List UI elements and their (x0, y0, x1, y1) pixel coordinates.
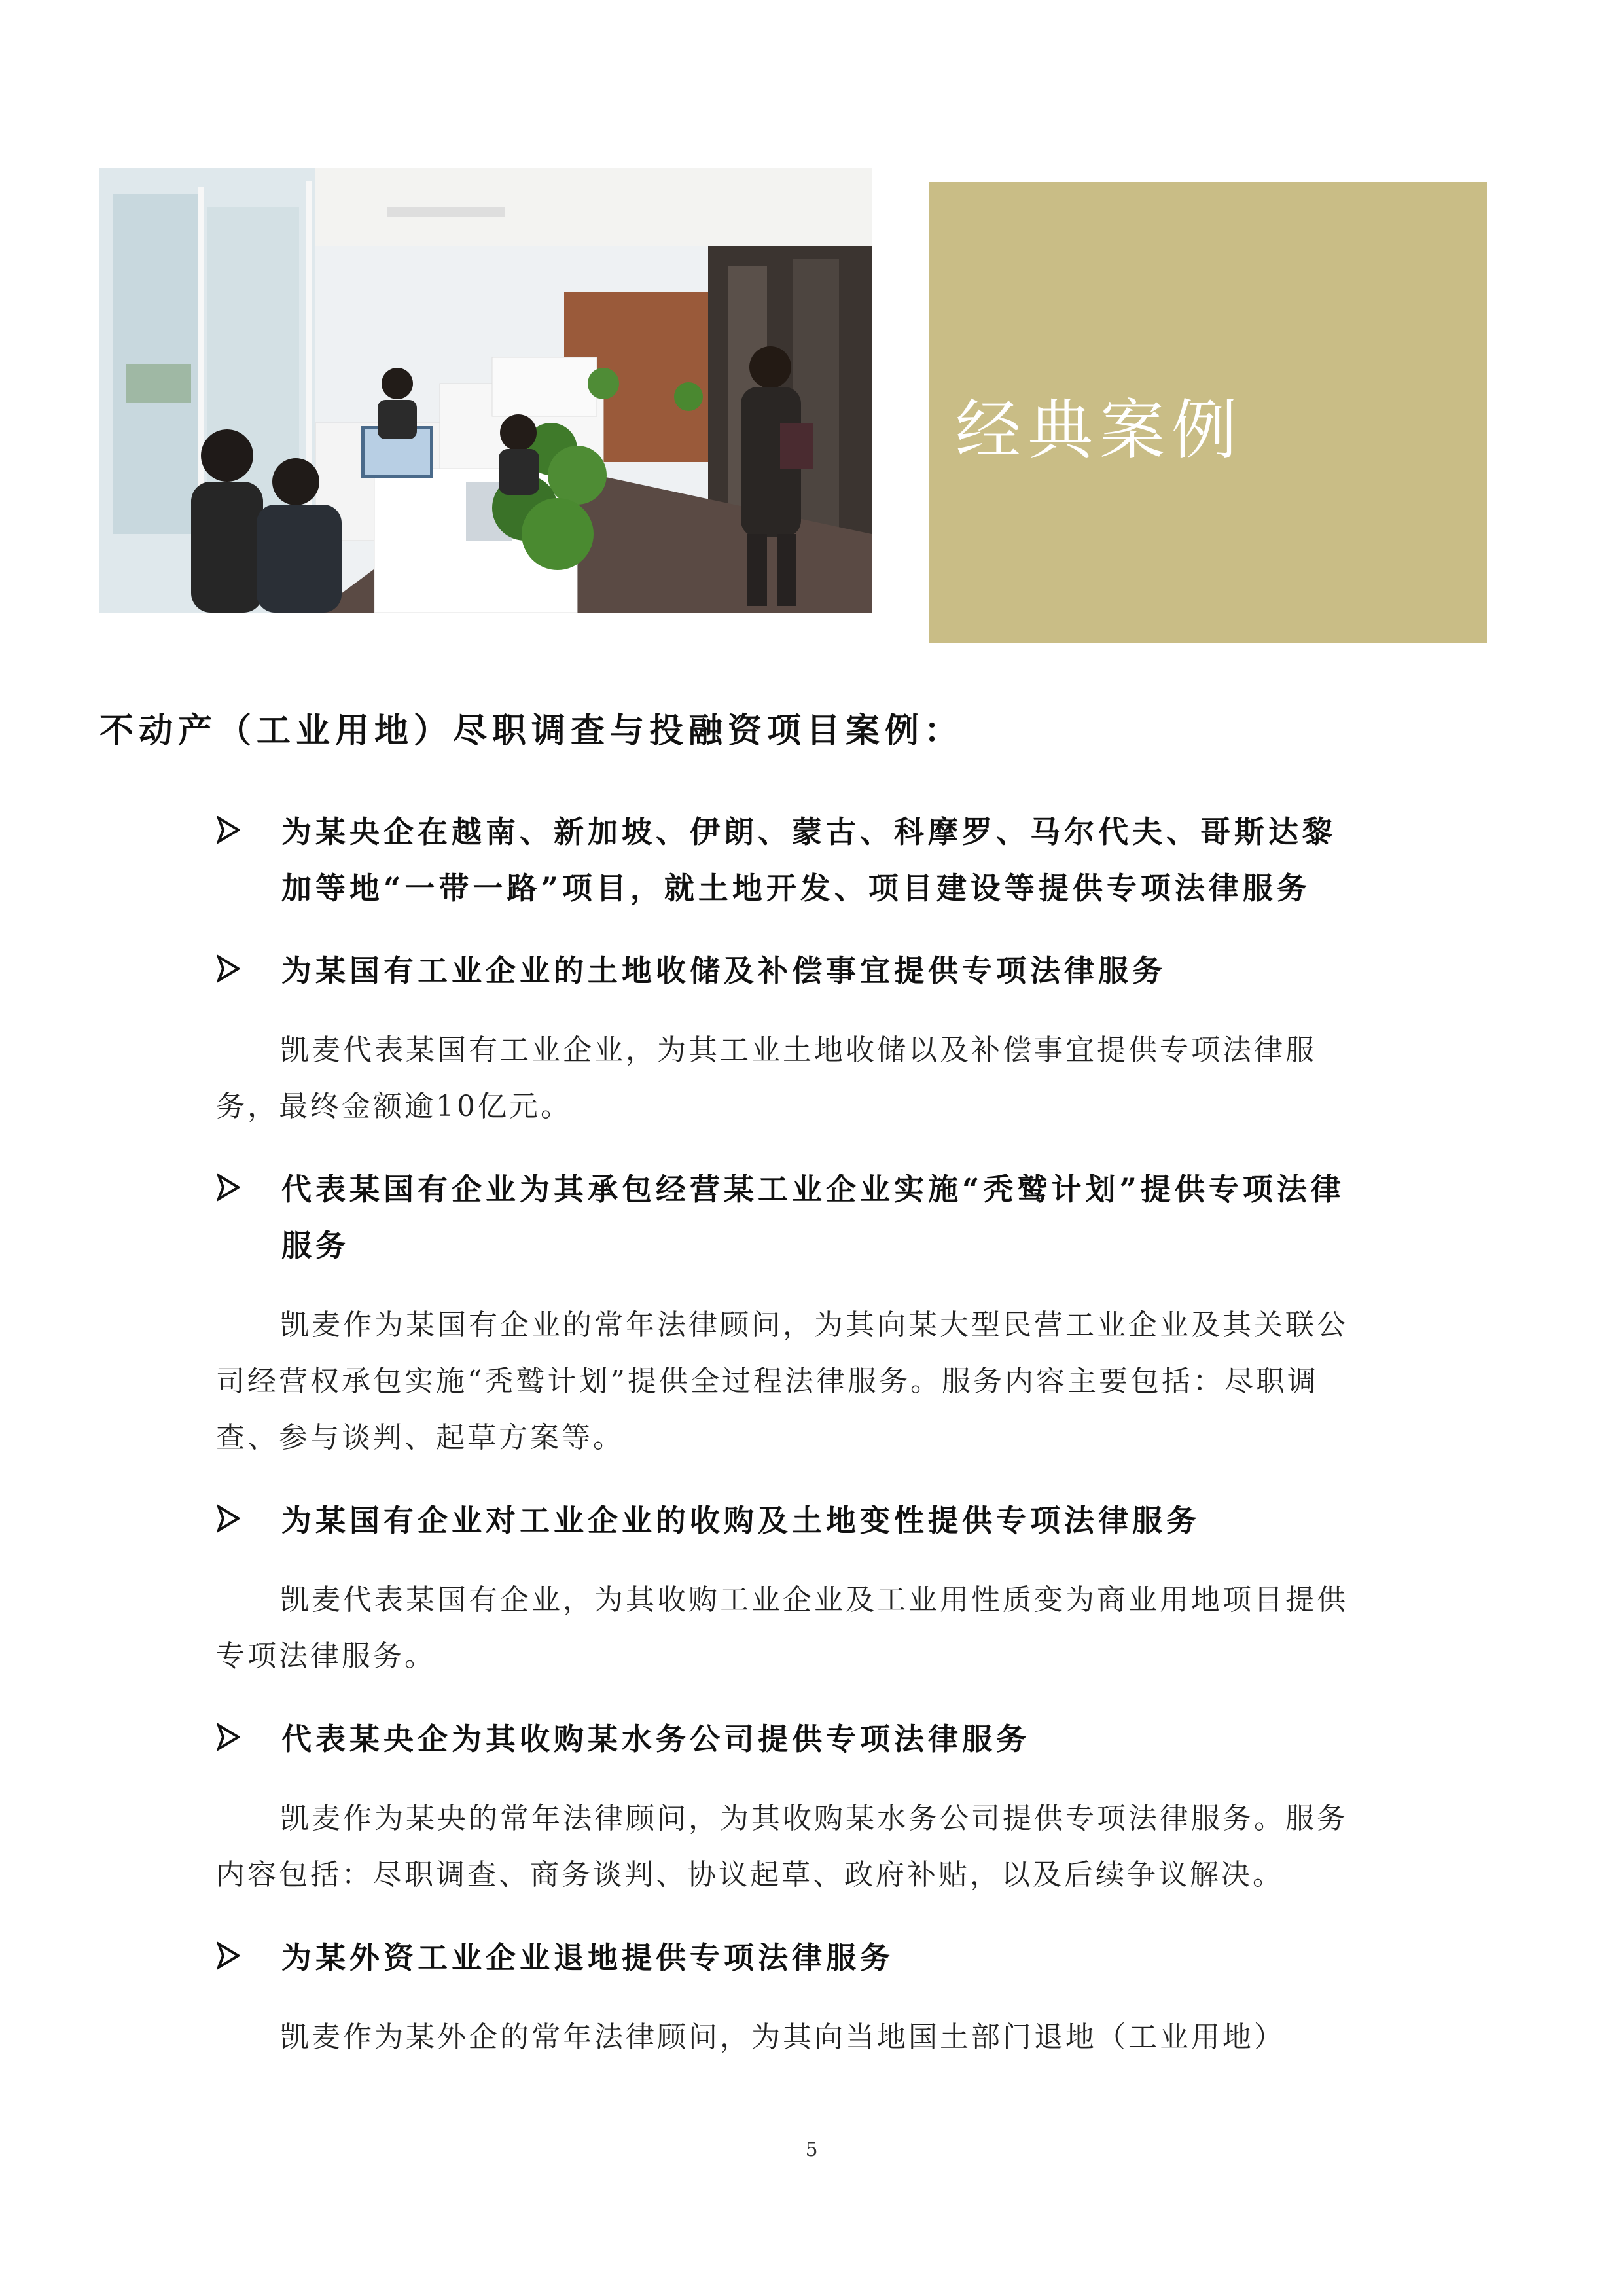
section-heading: 不动产（工业用地）尽职调查与投融资项目案例： (99, 711, 964, 751)
case-description: 凯麦代表某国有企业，为其收购工业企业及工业用性质变为商业用地项目提供专项法律服务。 (216, 1583, 1348, 1673)
case-list (216, 804, 1355, 2066)
case-title-text: 为某国有企业对工业企业的收购及土地变性提供专项法律服务 (281, 1503, 1200, 1538)
office-photo (99, 168, 872, 613)
page-title: 经典案例 (955, 392, 1243, 469)
title-block (929, 182, 1487, 643)
case-title (216, 942, 1355, 999)
case-title-text: 为某央企在越南、新加坡、伊朗、蒙古、科摩罗、马尔代夫、哥斯达黎加等地“一带一路”项目，就土地开发、项目建设等提供专项法律服务 (281, 814, 1336, 906)
case-description: 凯麦代表某国有工业企业，为其工业土地收储以及补偿事宜提供专项法律服务，最终金额逾10亿元。 (216, 1033, 1317, 1123)
case-item (216, 1161, 1355, 1466)
case-item (216, 1711, 1355, 1903)
arrow-bullet-icon (217, 954, 240, 983)
case-title (216, 1711, 1355, 1767)
case-title-text: 代表某央企为其收购某水务公司提供专项法律服务 (281, 1721, 1030, 1757)
office-photo-illustration (99, 168, 872, 613)
case-title (216, 1492, 1355, 1549)
case-description: 凯麦作为某国有企业的常年法律顾问，为其向某大型民营工业企业及其关联公司经营权承包实施“秃鹫计划”提供全过程法律服务。服务内容主要包括：尽职调查、参与谈判、起草方案等。 (216, 1308, 1348, 1454)
case-description: 凯麦作为某央的常年法律顾问，为其收购某水务公司提供专项法律服务。服务内容包括：尽职调查、商务谈判、协议起草、政府补贴，以及后续争议解决。 (216, 1802, 1348, 1892)
case-title-text: 为某外资工业企业退地提供专项法律服务 (281, 1940, 894, 1975)
case-item (216, 1929, 1355, 2066)
arrow-bullet-icon (217, 1941, 240, 1970)
case-item (216, 1492, 1355, 1685)
arrow-bullet-icon (217, 816, 240, 844)
arrow-bullet-icon (217, 1723, 240, 1751)
case-item (216, 804, 1355, 916)
arrow-bullet-icon (217, 1504, 240, 1533)
arrow-bullet-icon (217, 1173, 240, 1202)
page-number: 5 (805, 2138, 818, 2161)
case-description: 凯麦作为某外企的常年法律顾问，为其向当地国土部门退地（工业用地） (280, 2020, 1285, 2054)
case-title-text: 为某国有工业企业的土地收储及补偿事宜提供专项法律服务 (281, 953, 1166, 988)
case-title (216, 804, 1355, 916)
case-title-text: 代表某国有企业为其承包经营某工业企业实施“秃鹫计划”提供专项法律服务 (281, 1172, 1345, 1263)
case-title (216, 1161, 1355, 1274)
case-title (216, 1929, 1355, 1986)
case-item (216, 942, 1355, 1135)
